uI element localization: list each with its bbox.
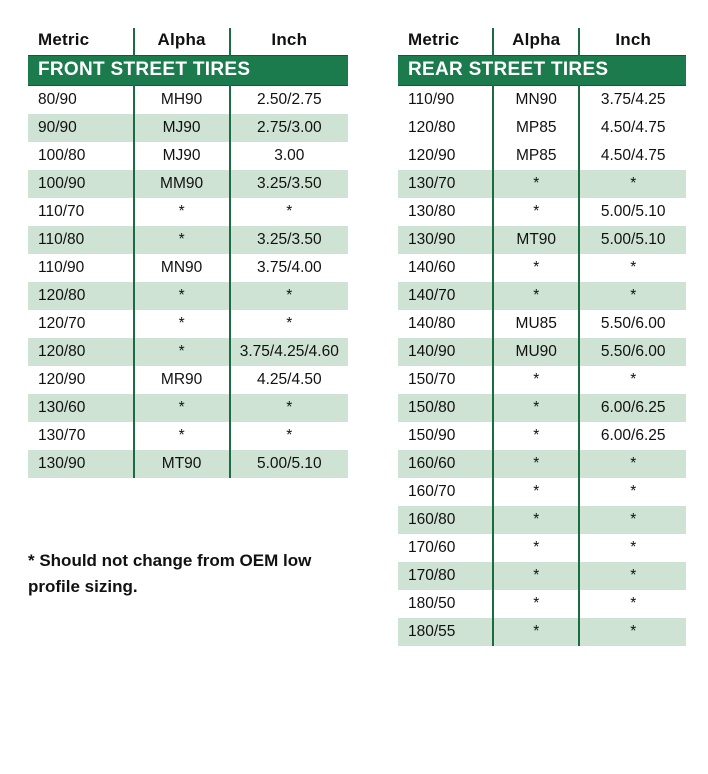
cell-inch: * [579, 478, 686, 506]
cell-metric: 90/90 [28, 114, 134, 142]
cell-metric: 80/90 [28, 86, 134, 115]
cell-alpha: MJ90 [134, 114, 230, 142]
table-row [398, 142, 686, 170]
cell-metric: 110/80 [28, 226, 134, 254]
table-row [398, 226, 686, 254]
cell-alpha: * [134, 394, 230, 422]
cell-alpha: * [493, 422, 579, 450]
table-row [28, 198, 348, 226]
table-row [28, 254, 348, 282]
table-row [398, 282, 686, 310]
cell-metric: 130/80 [398, 198, 493, 226]
footnote: * Should not change from OEM low profile sizing. [28, 551, 312, 596]
cell-inch: 3.00 [230, 142, 348, 170]
table-row [28, 170, 348, 198]
cell-alpha: MN90 [134, 254, 230, 282]
cell-metric: 160/70 [398, 478, 493, 506]
cell-inch: 5.00/5.10 [579, 226, 686, 254]
table-row [398, 562, 686, 590]
cell-metric: 150/90 [398, 422, 493, 450]
cell-inch: * [230, 394, 348, 422]
rear-column-header-inch: Inch [579, 28, 686, 56]
table-row [398, 310, 686, 338]
table-row [28, 282, 348, 310]
cell-inch: * [230, 198, 348, 226]
cell-metric: 180/55 [398, 618, 493, 646]
table-row [398, 450, 686, 478]
cell-metric: 120/80 [398, 114, 493, 142]
table-row [28, 226, 348, 254]
table-row [398, 86, 686, 115]
cell-inch: * [579, 618, 686, 646]
cell-metric: 120/90 [398, 142, 493, 170]
cell-inch: * [579, 450, 686, 478]
cell-metric: 130/90 [398, 226, 493, 254]
cell-alpha: * [493, 506, 579, 534]
front-column-header-alpha: Alpha [134, 28, 230, 56]
cell-inch: * [579, 282, 686, 310]
cell-metric: 130/90 [28, 450, 134, 478]
rear-table-header-row [398, 28, 686, 56]
rear-banner-row [398, 56, 686, 86]
cell-alpha: * [134, 198, 230, 226]
cell-inch: 5.00/5.10 [230, 450, 348, 478]
cell-inch: 2.50/2.75 [230, 86, 348, 115]
table-row [398, 506, 686, 534]
table-row [398, 394, 686, 422]
cell-metric: 120/80 [28, 282, 134, 310]
cell-alpha: MU90 [493, 338, 579, 366]
cell-inch: * [579, 170, 686, 198]
cell-metric: 150/80 [398, 394, 493, 422]
cell-metric: 110/70 [28, 198, 134, 226]
cell-alpha: * [493, 366, 579, 394]
table-row [398, 478, 686, 506]
front-banner-label: FRONT STREET TIRES [28, 56, 348, 86]
table-row [398, 590, 686, 618]
cell-alpha: * [134, 310, 230, 338]
cell-alpha: * [493, 562, 579, 590]
table-row [28, 450, 348, 478]
cell-inch: 3.75/4.25 [579, 86, 686, 115]
cell-inch: * [579, 366, 686, 394]
cell-inch: 2.75/3.00 [230, 114, 348, 142]
table-row [28, 366, 348, 394]
front-table-body [28, 86, 348, 479]
front-banner-row [28, 56, 348, 86]
cell-inch: 3.25/3.50 [230, 226, 348, 254]
cell-inch: * [579, 254, 686, 282]
cell-metric: 130/60 [28, 394, 134, 422]
cell-metric: 130/70 [28, 422, 134, 450]
rear-column-header-metric: Metric [398, 28, 493, 56]
front-street-tires-table [28, 28, 348, 478]
cell-inch: * [230, 282, 348, 310]
cell-inch: 6.00/6.25 [579, 394, 686, 422]
cell-alpha: MP85 [493, 114, 579, 142]
cell-inch: * [579, 590, 686, 618]
cell-alpha: MM90 [134, 170, 230, 198]
cell-inch: 4.50/4.75 [579, 114, 686, 142]
table-row [398, 338, 686, 366]
cell-alpha: MR90 [134, 366, 230, 394]
cell-metric: 120/80 [28, 338, 134, 366]
table-row [398, 254, 686, 282]
cell-metric: 170/60 [398, 534, 493, 562]
table-row [398, 170, 686, 198]
front-column-header-inch: Inch [230, 28, 348, 56]
cell-metric: 110/90 [28, 254, 134, 282]
cell-inch: 4.25/4.50 [230, 366, 348, 394]
cell-metric: 140/80 [398, 310, 493, 338]
table-row [28, 310, 348, 338]
cell-inch: 3.75/4.00 [230, 254, 348, 282]
cell-inch: * [579, 562, 686, 590]
cell-metric: 140/90 [398, 338, 493, 366]
cell-alpha: * [134, 422, 230, 450]
table-row [398, 114, 686, 142]
cell-inch: 5.50/6.00 [579, 310, 686, 338]
cell-alpha: MH90 [134, 86, 230, 115]
cell-inch: 6.00/6.25 [579, 422, 686, 450]
cell-metric: 180/50 [398, 590, 493, 618]
table-row [398, 198, 686, 226]
cell-alpha: MP85 [493, 142, 579, 170]
cell-inch: 5.00/5.10 [579, 198, 686, 226]
cell-metric: 160/80 [398, 506, 493, 534]
cell-alpha: MT90 [493, 226, 579, 254]
cell-inch: 3.75/4.25/4.60 [230, 338, 348, 366]
cell-alpha: * [493, 478, 579, 506]
cell-alpha: MT90 [134, 450, 230, 478]
front-column-header-metric: Metric [28, 28, 134, 56]
cell-alpha: * [493, 450, 579, 478]
cell-metric: 120/90 [28, 366, 134, 394]
cell-metric: 140/60 [398, 254, 493, 282]
table-row [28, 338, 348, 366]
cell-metric: 150/70 [398, 366, 493, 394]
table-row [398, 366, 686, 394]
cell-metric: 100/80 [28, 142, 134, 170]
cell-metric: 170/80 [398, 562, 493, 590]
cell-alpha: * [493, 198, 579, 226]
cell-inch: 3.25/3.50 [230, 170, 348, 198]
cell-alpha: * [134, 338, 230, 366]
table-row [28, 86, 348, 115]
cell-alpha: * [493, 170, 579, 198]
cell-alpha: * [493, 394, 579, 422]
rear-table-body [398, 86, 686, 647]
rear-column-header-alpha: Alpha [493, 28, 579, 56]
cell-alpha: * [493, 618, 579, 646]
front-table-header-row [28, 28, 348, 56]
table-row [398, 422, 686, 450]
table-row [398, 534, 686, 562]
cell-alpha: * [134, 282, 230, 310]
rear-street-tires-table [398, 28, 686, 646]
table-row [28, 422, 348, 450]
cell-inch: * [579, 506, 686, 534]
cell-inch: * [230, 310, 348, 338]
cell-alpha: * [493, 282, 579, 310]
cell-metric: 120/70 [28, 310, 134, 338]
cell-inch: 4.50/4.75 [579, 142, 686, 170]
cell-alpha: * [134, 226, 230, 254]
table-row [28, 142, 348, 170]
cell-metric: 160/60 [398, 450, 493, 478]
cell-metric: 110/90 [398, 86, 493, 115]
cell-inch: * [230, 422, 348, 450]
table-row [28, 394, 348, 422]
table-row [28, 114, 348, 142]
table-row [398, 618, 686, 646]
rear-banner-label: REAR STREET TIRES [398, 56, 686, 86]
cell-alpha: * [493, 590, 579, 618]
cell-alpha: * [493, 254, 579, 282]
cell-metric: 130/70 [398, 170, 493, 198]
cell-alpha: * [493, 534, 579, 562]
cell-metric: 140/70 [398, 282, 493, 310]
cell-alpha: MU85 [493, 310, 579, 338]
cell-alpha: MN90 [493, 86, 579, 115]
cell-inch: 5.50/6.00 [579, 338, 686, 366]
cell-metric: 100/90 [28, 170, 134, 198]
cell-inch: * [579, 534, 686, 562]
cell-alpha: MJ90 [134, 142, 230, 170]
